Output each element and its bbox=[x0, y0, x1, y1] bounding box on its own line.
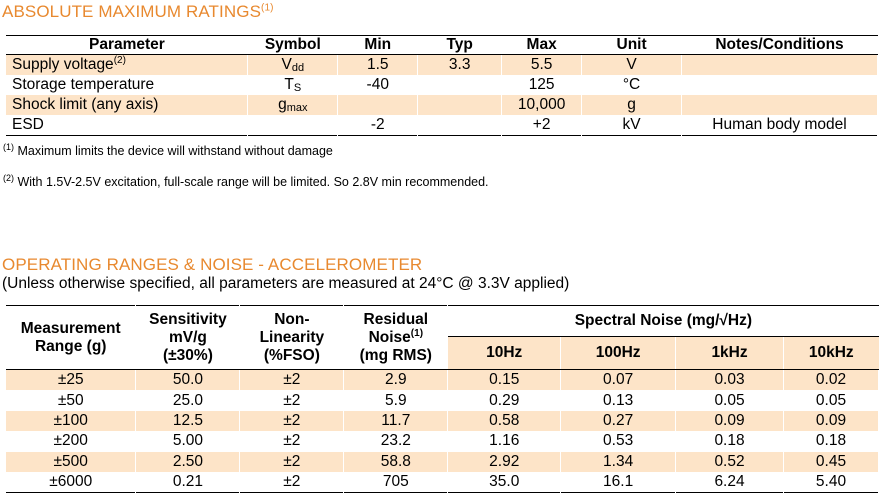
header-res-line1: Residual bbox=[363, 310, 429, 328]
header-residual-noise bbox=[344, 306, 448, 370]
header-lin-line3: (%FSO) bbox=[263, 346, 320, 364]
range-cell: ±25 bbox=[6, 370, 136, 391]
table-row bbox=[6, 431, 879, 451]
noise-1khz-cell: 0.18 bbox=[676, 431, 784, 451]
noise-1khz-cell: 0.09 bbox=[676, 411, 784, 431]
max-cell: 5.5 bbox=[502, 55, 582, 76]
unit-cell: g bbox=[582, 95, 682, 115]
typ-cell bbox=[418, 115, 502, 136]
linearity-cell: ±2 bbox=[240, 370, 344, 391]
min-cell: -2 bbox=[338, 115, 418, 136]
typ-cell bbox=[418, 95, 502, 115]
abs-header-min: Min bbox=[338, 36, 418, 55]
header-range-line1: Measurement bbox=[20, 319, 121, 337]
footnote-1-text: Maximum limits the device will withstand without damage bbox=[14, 144, 333, 158]
noise-100hz-cell: 0.13 bbox=[561, 390, 676, 410]
param-cell bbox=[6, 55, 248, 76]
noise-10khz-cell: 0.09 bbox=[783, 411, 878, 431]
typ-cell: 3.3 bbox=[418, 55, 502, 76]
symbol-main: T bbox=[284, 76, 294, 93]
min-cell: 1.5 bbox=[338, 55, 418, 76]
abs-header-typ: Typ bbox=[418, 36, 502, 55]
range-cell: ±200 bbox=[6, 431, 136, 451]
table-row bbox=[6, 411, 879, 431]
param-cell: Shock limit (any axis) bbox=[6, 95, 248, 115]
abs-header-symbol: Symbol bbox=[248, 36, 338, 55]
symbol-cell bbox=[248, 115, 338, 136]
linearity-cell: ±2 bbox=[240, 411, 344, 431]
noise-1khz-cell: 0.03 bbox=[676, 370, 784, 391]
linearity-cell: ±2 bbox=[240, 431, 344, 451]
linearity-cell: ±2 bbox=[240, 452, 344, 472]
sensitivity-cell: 50.0 bbox=[136, 370, 240, 391]
table-row bbox=[6, 370, 879, 391]
param-text: Supply voltage bbox=[12, 56, 114, 73]
sensitivity-cell: 25.0 bbox=[136, 390, 240, 410]
sensitivity-cell: 12.5 bbox=[136, 411, 240, 431]
table-row bbox=[6, 55, 878, 76]
range-cell: ±500 bbox=[6, 452, 136, 472]
operating-ranges-table bbox=[6, 305, 879, 493]
noise-1khz-cell: 0.05 bbox=[676, 390, 784, 410]
symbol-sub: S bbox=[293, 82, 302, 94]
symbol-cell bbox=[248, 75, 338, 95]
footnote-1-mark: (1) bbox=[3, 141, 14, 152]
abs-header-parameter: Parameter bbox=[6, 36, 248, 55]
unit-cell: kV bbox=[582, 115, 682, 136]
symbol-sub: max bbox=[286, 102, 308, 114]
header-sensitivity bbox=[136, 306, 240, 370]
table-row bbox=[6, 390, 879, 410]
residual-cell: 2.9 bbox=[344, 370, 448, 391]
header-band-10hz: 10Hz bbox=[448, 337, 561, 370]
noise-100hz-cell: 0.53 bbox=[561, 431, 676, 451]
noise-10hz-cell: 1.16 bbox=[448, 431, 561, 451]
header-range-line2: Range (g) bbox=[34, 337, 107, 355]
range-cell: ±6000 bbox=[6, 472, 136, 493]
abs-max-title bbox=[2, 2, 274, 22]
footnote-2-text: With 1.5V-2.5V excitation, full-scale range will be limited. So 2.8V min recommended. bbox=[14, 175, 489, 189]
table-row bbox=[6, 115, 878, 136]
table-row bbox=[6, 472, 879, 493]
residual-cell: 23.2 bbox=[344, 431, 448, 451]
min-cell: -40 bbox=[338, 75, 418, 95]
abs-header-unit: Unit bbox=[582, 36, 682, 55]
abs-max-title-sup: (1) bbox=[261, 2, 274, 14]
header-res-line2: Noise bbox=[368, 328, 411, 346]
header-lin-line1: Non- bbox=[274, 310, 310, 328]
header-sens-line1: Sensitivity bbox=[149, 310, 227, 328]
linearity-cell: ±2 bbox=[240, 472, 344, 493]
residual-cell: 5.9 bbox=[344, 390, 448, 410]
header-band-10khz: 10kHz bbox=[783, 337, 878, 370]
notes-cell bbox=[682, 55, 878, 76]
symbol-main: g bbox=[278, 96, 287, 113]
noise-10khz-cell: 0.18 bbox=[783, 431, 878, 451]
range-cell: ±100 bbox=[6, 411, 136, 431]
symbol-cell bbox=[248, 55, 338, 76]
noise-1khz-cell: 0.52 bbox=[676, 452, 784, 472]
abs-header-row bbox=[6, 36, 878, 55]
operating-ranges-subtitle: (Unless otherwise specified, all parameters are measured at 24°C @ 3.3V applied) bbox=[2, 275, 570, 292]
max-cell: +2 bbox=[502, 115, 582, 136]
noise-10hz-cell: 35.0 bbox=[448, 472, 561, 493]
noise-100hz-cell: 0.27 bbox=[561, 411, 676, 431]
abs-header-notes: Notes/Conditions bbox=[682, 36, 878, 55]
sensitivity-cell: 0.21 bbox=[136, 472, 240, 493]
residual-cell: 11.7 bbox=[344, 411, 448, 431]
noise-10hz-cell: 0.58 bbox=[448, 411, 561, 431]
header-spectral-noise: Spectral Noise (mg/√Hz) bbox=[448, 306, 879, 337]
noise-100hz-cell: 16.1 bbox=[561, 472, 676, 493]
notes-cell bbox=[682, 75, 878, 95]
noise-100hz-cell: 0.07 bbox=[561, 370, 676, 391]
symbol-sub: dd bbox=[291, 62, 305, 74]
symbol-cell bbox=[248, 95, 338, 115]
noise-1khz-cell: 6.24 bbox=[676, 472, 784, 493]
min-cell bbox=[338, 95, 418, 115]
header-band-100hz: 100Hz bbox=[561, 337, 676, 370]
op-header-row-1 bbox=[6, 306, 879, 337]
noise-10hz-cell: 0.29 bbox=[448, 390, 561, 410]
symbol-main: V bbox=[281, 56, 292, 73]
table-row bbox=[6, 95, 878, 115]
header-res-line3: (mg RMS) bbox=[359, 346, 432, 364]
noise-10khz-cell: 0.05 bbox=[783, 390, 878, 410]
header-res-sup: (1) bbox=[410, 327, 424, 339]
abs-max-title-text: ABSOLUTE MAXIMUM RATINGS bbox=[2, 2, 262, 21]
param-cell: ESD bbox=[6, 115, 248, 136]
sensitivity-cell: 5.00 bbox=[136, 431, 240, 451]
abs-header-max: Max bbox=[502, 36, 582, 55]
residual-cell: 58.8 bbox=[344, 452, 448, 472]
notes-cell: Human body model bbox=[682, 115, 878, 136]
unit-cell: V bbox=[582, 55, 682, 76]
unit-cell: °C bbox=[582, 75, 682, 95]
header-lin-line2: Linearity bbox=[259, 328, 325, 346]
noise-10khz-cell: 0.02 bbox=[783, 370, 878, 391]
param-sup: (2) bbox=[113, 54, 126, 66]
noise-10hz-cell: 2.92 bbox=[448, 452, 561, 472]
linearity-cell: ±2 bbox=[240, 390, 344, 410]
notes-cell bbox=[682, 95, 878, 115]
residual-cell: 705 bbox=[344, 472, 448, 493]
noise-100hz-cell: 1.34 bbox=[561, 452, 676, 472]
noise-10hz-cell: 0.15 bbox=[448, 370, 561, 391]
max-cell: 125 bbox=[502, 75, 582, 95]
noise-10khz-cell: 5.40 bbox=[783, 472, 878, 493]
footnote-1 bbox=[3, 141, 333, 158]
abs-max-table bbox=[6, 35, 878, 136]
table-row bbox=[6, 75, 878, 95]
header-non-linearity bbox=[240, 306, 344, 370]
param-cell: Storage temperature bbox=[6, 75, 248, 95]
sensitivity-cell: 2.50 bbox=[136, 452, 240, 472]
footnote-2-mark: (2) bbox=[3, 172, 14, 183]
operating-ranges-title: OPERATING RANGES & NOISE - ACCELEROMETER bbox=[2, 255, 423, 274]
header-band-1khz: 1kHz bbox=[676, 337, 784, 370]
header-sens-line2: mV/g bbox=[168, 328, 207, 346]
max-cell: 10,000 bbox=[502, 95, 582, 115]
header-measurement-range bbox=[6, 306, 136, 370]
header-sens-line3: (±30%) bbox=[163, 346, 213, 364]
range-cell: ±50 bbox=[6, 390, 136, 410]
footnote-2 bbox=[3, 172, 489, 189]
noise-10khz-cell: 0.45 bbox=[783, 452, 878, 472]
typ-cell bbox=[418, 75, 502, 95]
table-row bbox=[6, 452, 879, 472]
